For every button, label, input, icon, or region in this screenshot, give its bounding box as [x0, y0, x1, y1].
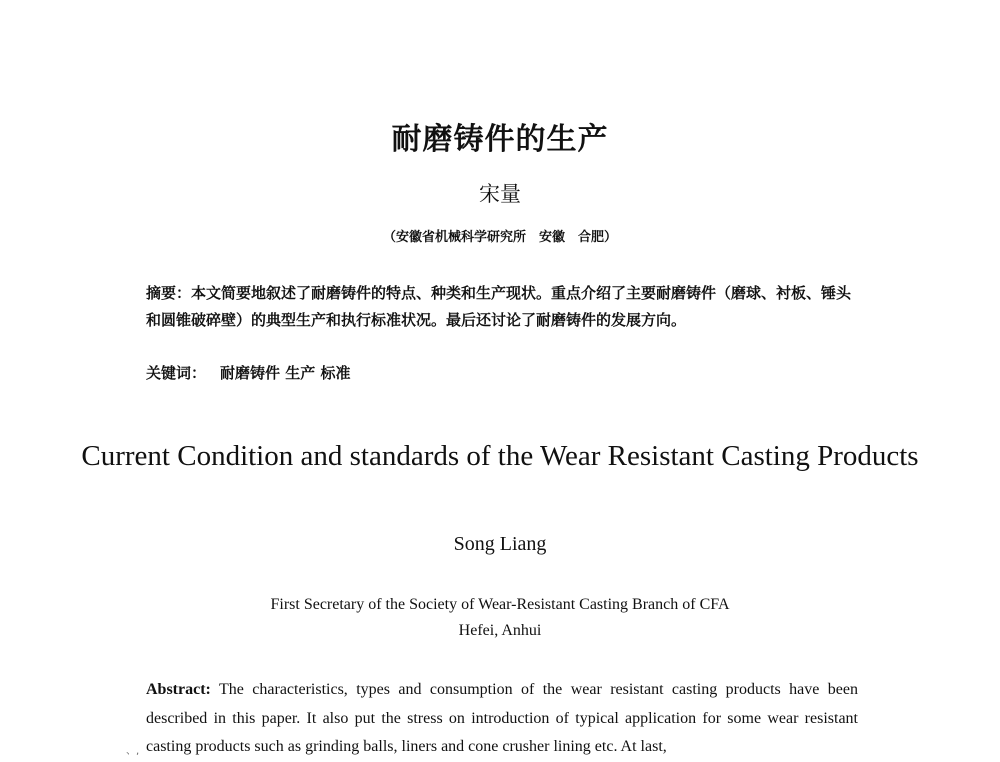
english-abstract — [146, 676, 858, 762]
margin-mark: 、, — [126, 746, 140, 757]
chinese-title: 耐磨铸件的生产 — [391, 122, 609, 157]
english-affiliation-line2: Hefei, Anhui — [458, 622, 542, 639]
english-abstract-label: Abstract: — [146, 681, 211, 698]
chinese-affiliation: （安徽省机械科学研究所 安徽 合肥） — [382, 230, 617, 245]
english-author: Song Liang — [453, 533, 547, 555]
chinese-abstract-text: 本文简要地叙述了耐磨铸件的特点、种类和生产现状。重点介绍了主要耐磨铸件（磨球、衬板、锤头和圆锥破碎壁）的典型生产和执行标准状况。最后还讨论了耐磨铸件的发展方向。 — [146, 284, 852, 329]
english-title: Current Condition and standards of the Wear Resistant Casting Products — [81, 440, 919, 472]
english-affiliation — [0, 592, 1000, 644]
chinese-keywords-list: 耐磨铸件 生产 标准 — [220, 364, 351, 382]
chinese-abstract-label: 摘要： — [146, 284, 192, 302]
english-affiliation-line1: First Secretary of the Society of Wear-Resistant Casting Branch of CFA — [270, 596, 730, 613]
english-abstract-text: The characteristics, types and consumption of the wear resistant casting products have been described in this paper. It also put the stress on introduction of typical application for some wear resistant casting products such as grinding balls, liners and cone crusher lining etc. At last, — [146, 681, 858, 755]
chinese-abstract — [146, 280, 858, 334]
chinese-keywords — [146, 362, 350, 383]
chinese-keywords-label: 关键词： — [146, 364, 207, 382]
chinese-author: 宋量 — [479, 182, 521, 206]
